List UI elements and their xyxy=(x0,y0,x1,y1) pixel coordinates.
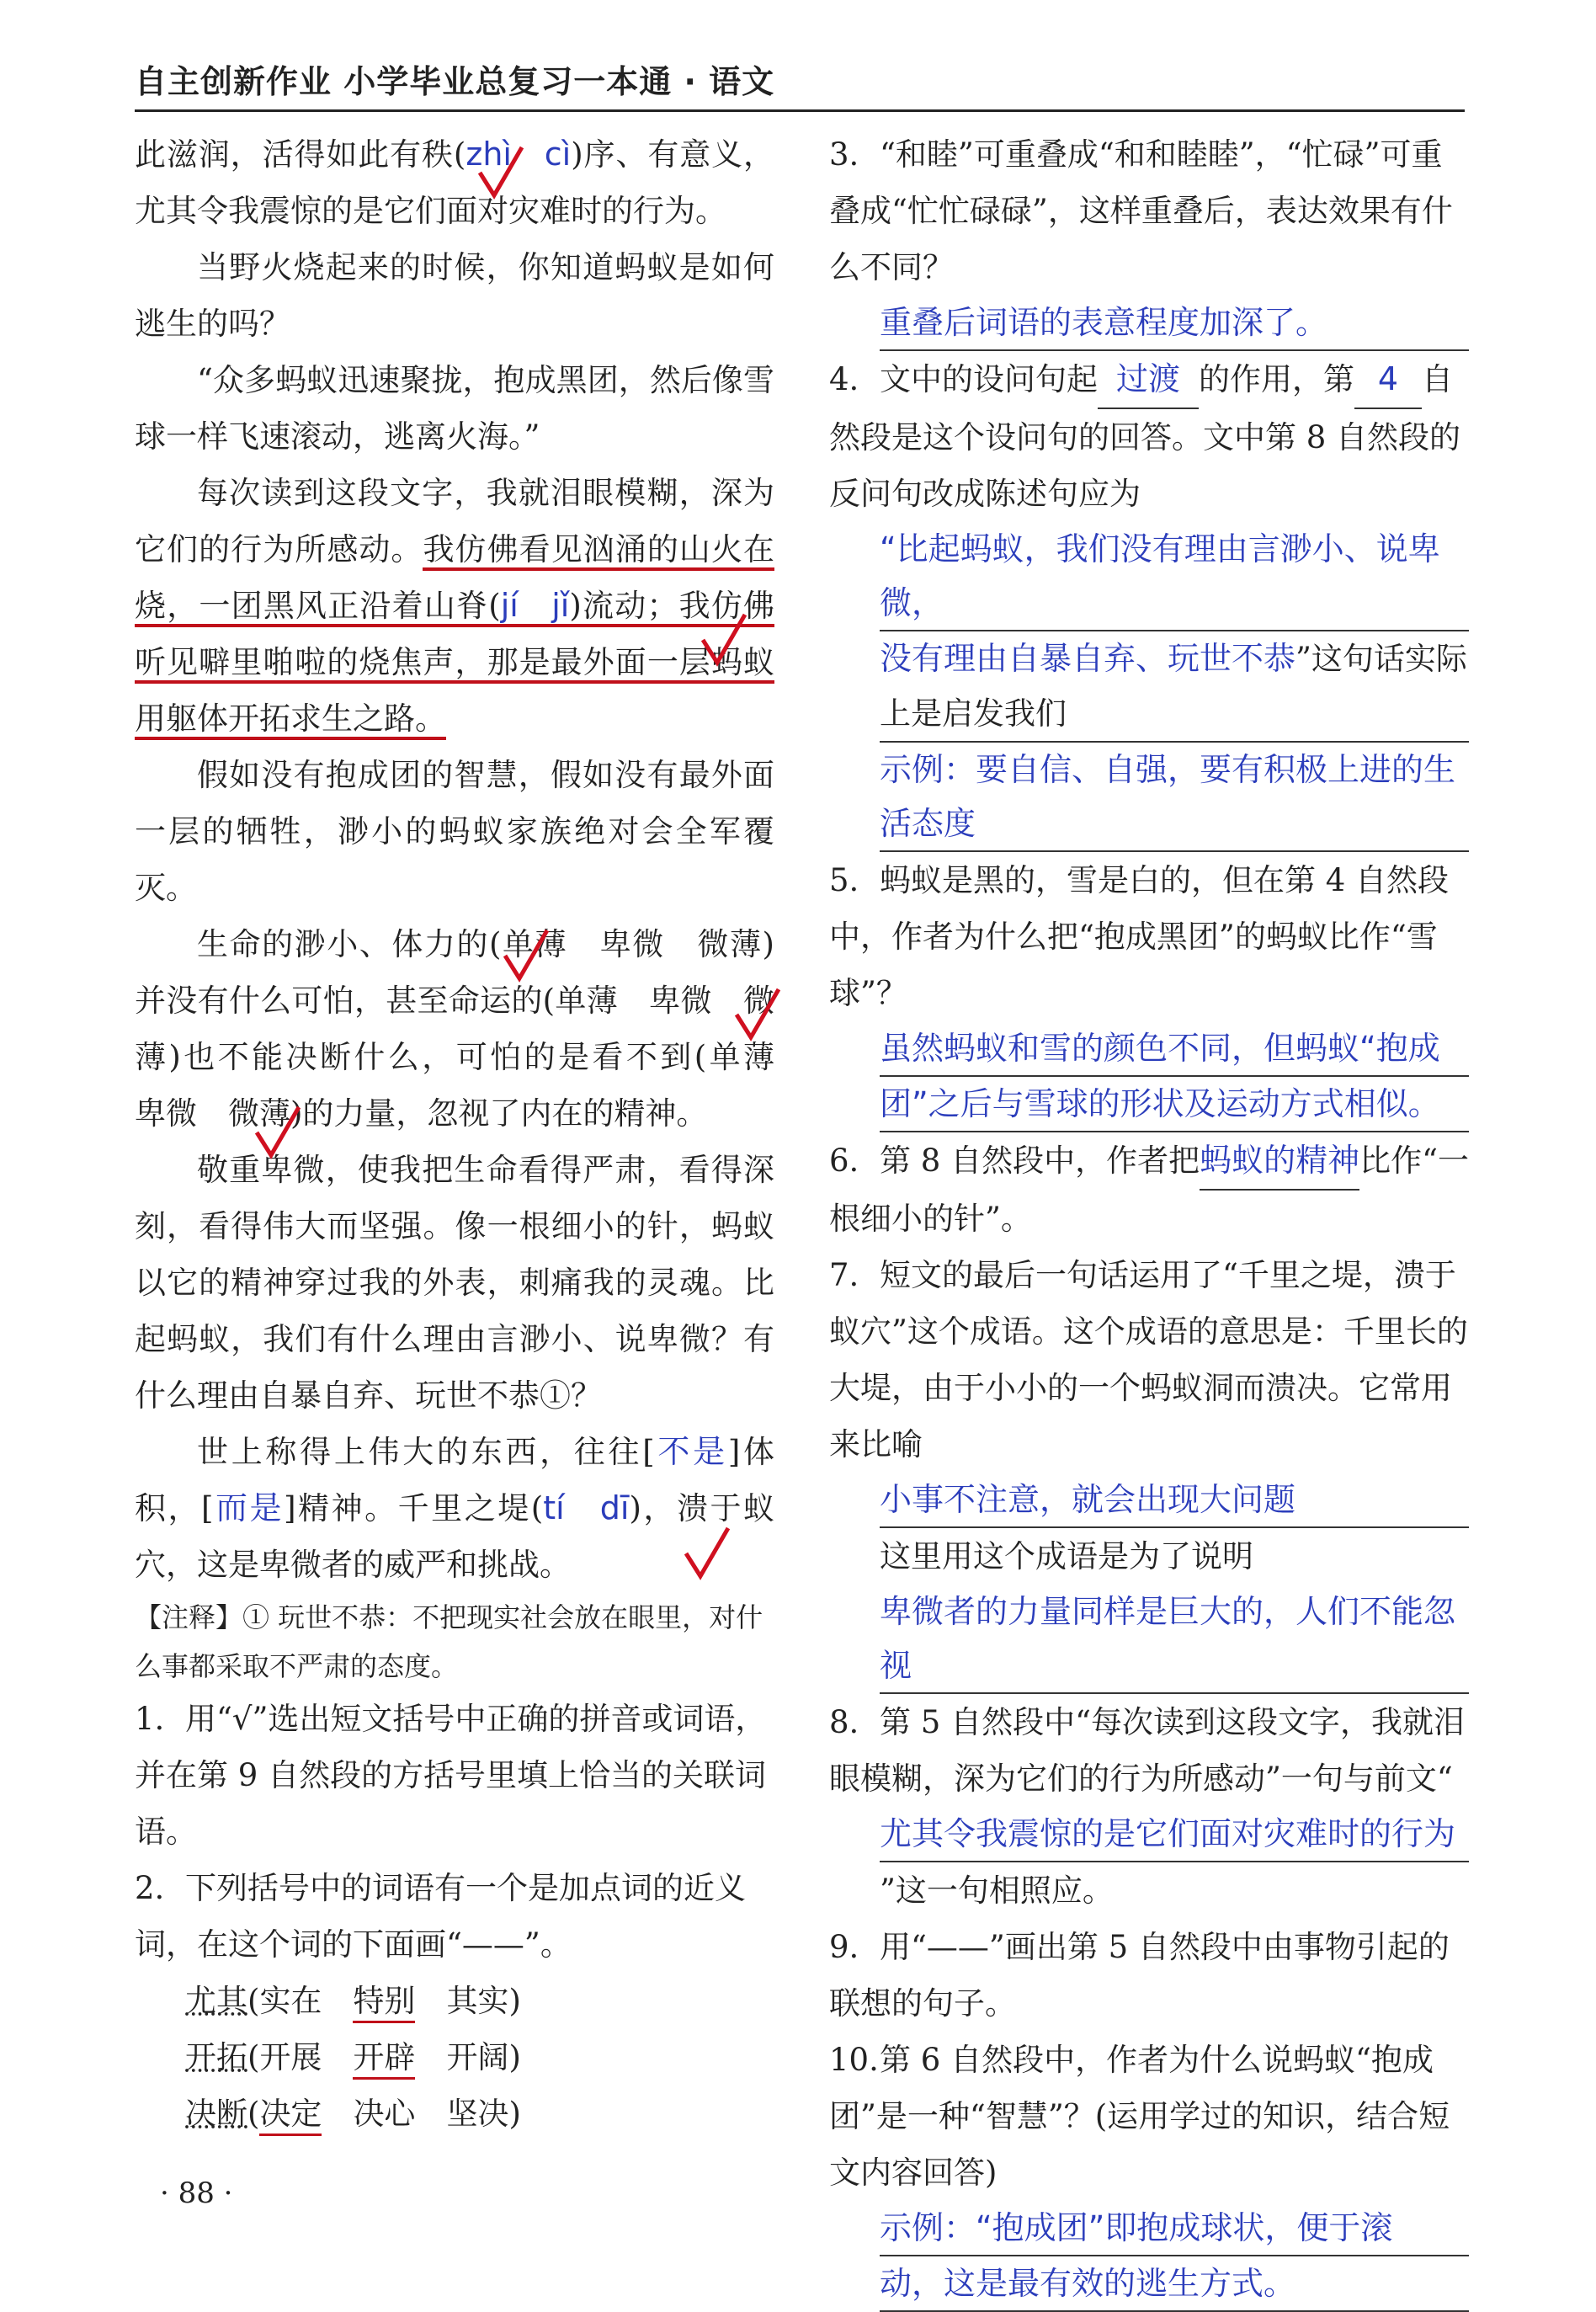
paragraph-5: 假如没有抱成团的智慧，假如没有最外面一层的牺牲，渺小的蚂蚁家族绝对会全军覆灭。 xyxy=(135,757,774,906)
page-number: · 88 · xyxy=(160,2176,233,2210)
header-title: 自主创新作业 小学毕业总复习一本通 · 语文 xyxy=(135,63,775,100)
paragraph-4: 每次读到这段文字，我就泪眼模糊，深为它们的行为所感动。我仿佛看见汹涌的山火在烧，一团黑风正沿着山脊(jí jǐ)流动；我仿佛听见噼里啪啦的烧焦声，那是最外面一层蚂蚁用躯体开拓求生之路。 xyxy=(135,465,774,747)
check-mark-icon xyxy=(253,1103,303,1162)
q5-answer-line-1: 虽然蚂蚁和雪的颜色不同，但蚂蚁“抱成 xyxy=(880,1021,1469,1077)
annotation-note: 【注释】① 玩世不恭：不把现实社会放在眼里，对什么事都采取不严肃的态度。 xyxy=(135,1601,763,1682)
q7-purpose-answer: 卑微者的力量同样是巨大的，人们不能忽视 xyxy=(880,1585,1469,1694)
left-column xyxy=(135,126,806,2142)
answer-but: 而是 xyxy=(213,1489,285,1526)
paragraph-3: “众多蚂蚁迅速聚拢，抱成黑团，然后像雪球一样飞速滚动，逃离火海。” xyxy=(135,362,774,455)
q6-answer: 蚂蚁的精神 xyxy=(1200,1132,1359,1191)
check-mark-icon xyxy=(476,143,526,202)
question-1: 1. 用“√”选出短文括号中正确的拼音或词语，并在第 9 自然段的方括号里填上恰当的关联词语。 xyxy=(135,1701,767,1850)
check-mark-icon xyxy=(501,926,551,985)
q4-answer-paragraph: 4 xyxy=(1354,351,1422,409)
check-mark-icon xyxy=(682,1524,732,1583)
q4-inspiration-answer: 示例：要自信、自强，要有积极上进的生活态度 xyxy=(880,743,1469,852)
q7-meaning-answer: 小事不注意，就会出现大问题 xyxy=(880,1473,1469,1528)
q4-answer-function: 过渡 xyxy=(1098,351,1199,409)
paragraph-8: 世上称得上伟大的东西，往往[不是]体积，[而是]精神。千里之堤(tí dī)，溃于蚁穴，这是卑微者的威严和挑战。 xyxy=(135,1433,774,1583)
page-header xyxy=(135,51,1465,112)
question-9: 9. 用“——”画出第 5 自然段中由事物引起的联想的句子。 xyxy=(829,1929,1450,2022)
question-2: 2. 下列括号中的词语有一个是加点词的近义词，在这个词的下面画“——”。 xyxy=(135,1870,746,1963)
q2-options xyxy=(135,1973,774,2142)
paragraph-7: 敬重卑微，使我把生命看得严肃，看得深刻，看得伟大而坚强。像一根细小的针，蚂蚁以它的精神穿过我的外表，刺痛我的灵魂。比起蚂蚁，我们有什么理由言渺小、说卑微？有什么理由自暴自弃、玩世不恭①？ xyxy=(135,1152,774,1414)
q2-row: 尤其(实在 特别 其实) xyxy=(185,1973,774,2029)
q3-answer: 重叠后词语的表意程度加深了。 xyxy=(880,296,1469,351)
answer-not: 不是 xyxy=(654,1433,728,1470)
question-3: 3. “和睦”可重叠成“和和睦睦”，“忙碌”可重叠成“忙忙碌碌”，这样重叠后，表达效果有什么不同？ xyxy=(829,136,1453,285)
question-5: 5. 蚂蚁是黑的，雪是白的，但在第 4 自然段中，作者为什么把“抱成黑团”的蚂蚁比作“雪球”？ xyxy=(829,862,1450,1011)
q8-answer: 尤其令我震惊的是它们面对灾难时的行为 xyxy=(880,1807,1469,1862)
q2-row: 决断(决定 决心 坚决) xyxy=(185,2086,774,2142)
q4-statement-line-1: “比起蚂蚁，我们没有理由言渺小、说卑微， xyxy=(880,522,1469,631)
check-mark-icon xyxy=(699,610,749,669)
paragraph-6: 生命的渺小、体力的(单薄 卑微 微薄)并没有什么可怕，甚至命运的(单薄 卑微 微薄)也不能决断什么，可怕的是看不到(单薄 卑微 微薄)的力量，忽视了内在的精神。 xyxy=(135,926,806,1132)
paragraph-1: 此滋润，活得如此有秩(zhì cì)序、有意义，尤其令我震惊的是它们面对灾难时的行为。 xyxy=(135,136,775,229)
check-mark-icon xyxy=(732,985,783,1044)
q2-row: 开拓(开展 开辟 开阔) xyxy=(185,2029,774,2086)
q4-statement-line-2: 没有理由自暴自弃、玩世不恭”这句话实际上是启发我们 xyxy=(880,631,1469,743)
question-8: 8. 第 5 自然段中“每次读到这段文字，我就泪眼模糊，深为它们的行为所感动”一句与前文“ xyxy=(829,1704,1465,1797)
q10-answer-line-2: 动，这是最有效的逃生方式。 xyxy=(880,2256,1469,2312)
question-10: 10.第 6 自然段中，作者为什么说蚂蚁“抱成团”是一种“智慧”？(运用学过的知识，结合短文内容回答) xyxy=(829,2042,1450,2191)
underlined-association-sentence: 我仿佛看见汹涌的山火在烧，一团黑风正沿着山脊(jí jǐ)流动；我仿佛听见噼里啪啦的烧焦声，那是最外面一层蚂蚁用躯体开拓求生之路。 xyxy=(135,531,774,740)
question-6: 6. 第 8 自然段中，作者把蚂蚁的精神比作“一根细小的针”。 xyxy=(829,1132,1469,1247)
q10-answer-line-1: 示例：“抱成团”即抱成球状，便于滚 xyxy=(880,2201,1469,2256)
right-column: 3. “和睦”可重叠成“和和睦睦”，“忙碌”可重叠成“忙忙碌碌”，这样重叠后，表达效果有什么不同？ 重叠后词语的表意程度加深了。 4. 文中的设问句起 过渡 的作用，第 4 自然段是这个设问句的回答。文中第 8 自然段的反问句改成陈述句应为 “比起蚂蚁，我们没有理由言渺小、说卑微， 没有理由自暴自弃、玩世不恭”这句话实际上是启发我们 示例：要自信、自强，要有积极上进的生活态度 5. 蚂蚁是黑的，雪是白的，但在第 4 自然段中，作者为什么把“抱成黑团”的蚂蚁比作“雪球”？ 虽然蚂蚁和雪的颜色不同，但蚂蚁“抱成 团”之后与雪球的形状及运动方式相似。 6. 第 8 自然段中，作者把蚂蚁的精神比作“一根细小的针”。 7. 短文的最后一句话运用了“千里之堤，溃于蚁穴”这个成语。这个成语的意思是：千里长的大堤，由于小小的一个蚂蚁洞而溃决。它常用来比喻 小事不注意，就会出现大问题 这里用这个成语是为了说明 卑微者的力量同样是巨大的，人们不能忽视 8. 第 5 自然段中“每次读到这段文字，我就泪眼模糊，深为它们的行为所感动”一句与前文“ 尤其令我震惊的是它们面对灾难时的行为 ”这一句相照应。 9. 用“——”画出第 5 自然段中由事物引起的联想的句子。 10.第 6 自然段中，作者为什么说蚂蚁“抱成团”是一种“智慧”？(运用学过的知识，结合短文内容回答) 示例：“抱成团”即抱成球状，便于滚 动，这是最有效的逃生方式。 xyxy=(829,126,1469,2312)
question-4: 4. 文中的设问句起 过渡 的作用，第 4 自然段是这个设问句的回答。文中第 8 自然段的反问句改成陈述句应为 xyxy=(829,351,1469,522)
q5-answer-line-2: 团”之后与雪球的形状及运动方式相似。 xyxy=(880,1077,1469,1132)
question-7: 7. 短文的最后一句话运用了“千里之堤，溃于蚁穴”这个成语。这个成语的意思是：千里长的大堤，由于小小的一个蚂蚁洞而溃决。它常用来比喻 xyxy=(829,1257,1468,1462)
paragraph-2: 当野火烧起来的时候，你知道蚂蚁是如何逃生的吗？ xyxy=(135,249,774,342)
